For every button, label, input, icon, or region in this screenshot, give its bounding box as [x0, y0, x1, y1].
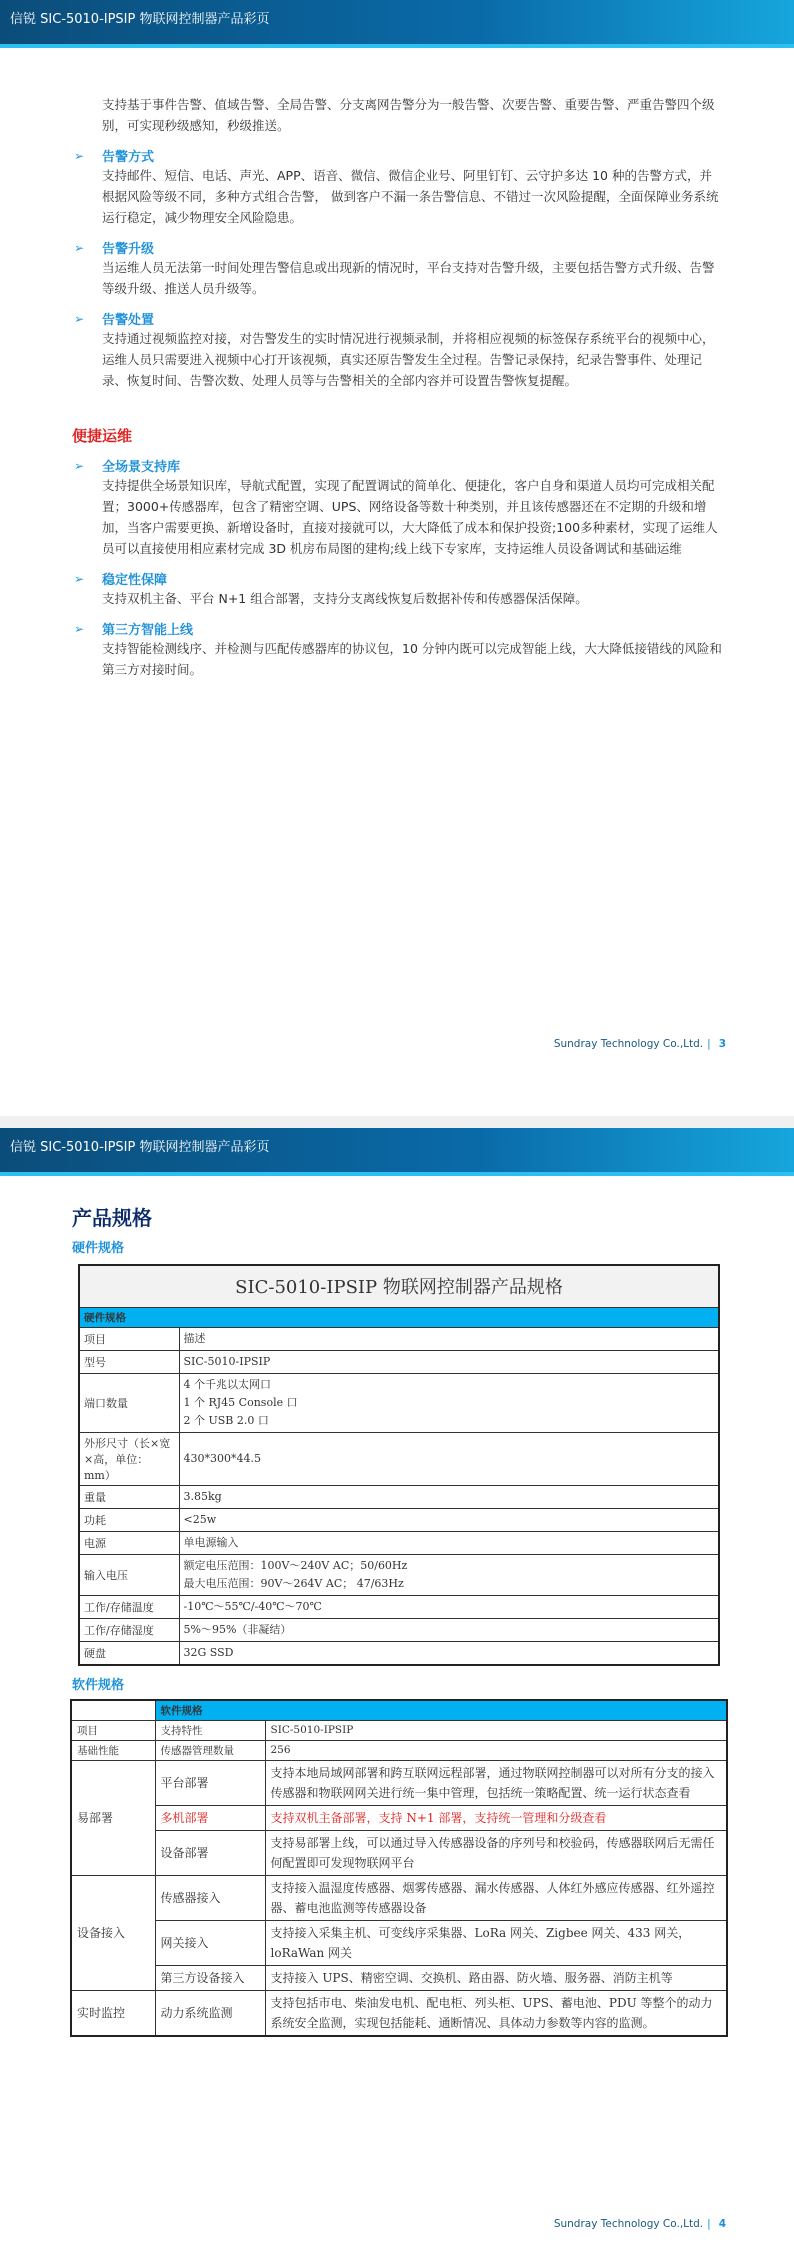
table-row — [79, 1508, 719, 1531]
hardware-spec-table — [78, 1264, 720, 1666]
table-row — [71, 1830, 727, 1875]
table-section-row — [79, 1307, 719, 1327]
page-number: 3 — [718, 1038, 726, 1050]
feature-label: 动力系统监测 — [155, 1990, 265, 2036]
header-feature: 支持特性 — [155, 1720, 265, 1740]
bullet-heading: 稳定性保障 — [102, 573, 168, 588]
spec-value — [179, 1432, 719, 1485]
arrow-bullet-icon: ➢ — [74, 571, 85, 586]
table-row — [71, 1920, 727, 1965]
bullet-heading-row — [72, 456, 722, 475]
header-item: 项目 — [71, 1720, 155, 1740]
header-model: SIC-5010-IPSIP — [265, 1720, 727, 1740]
spec-value-line: <25w — [183, 1512, 217, 1526]
spec-label: 工作/存储温度 — [79, 1595, 179, 1618]
spec-value-line: 描述 — [183, 1331, 206, 1345]
arrow-bullet-icon: ➢ — [74, 458, 85, 473]
table-row — [79, 1350, 719, 1373]
feature-label: 平台部署 — [155, 1760, 265, 1805]
bullet-heading: 第三方智能上线 — [102, 623, 194, 638]
table-row — [71, 1990, 727, 2036]
hardware-subtitle: 硬件规格 — [72, 1241, 125, 1256]
arrow-bullet-icon: ➢ — [74, 240, 85, 255]
bullet-heading-row — [72, 309, 722, 328]
arrow-bullet-icon: ➢ — [74, 311, 85, 326]
bullet-heading-row — [72, 569, 722, 588]
bullet-heading: 全场景支持库 — [102, 460, 181, 475]
hardware-table-title: SIC-5010-IPSIP 物联网控制器产品规格 — [79, 1265, 719, 1307]
category-label: 设备接入 — [71, 1875, 155, 1990]
spec-value-line: 32G SSD — [183, 1645, 234, 1659]
spec-value-line: 3.85kg — [183, 1489, 222, 1503]
hardware-section-label: 硬件规格 — [79, 1307, 719, 1327]
spec-label: 重量 — [79, 1485, 179, 1508]
spec-value — [179, 1485, 719, 1508]
bullet-paragraph: 支持邮件、短信、电话、声光、APP、语音、微信、微信企业号、阿里钉钉、云守护多达 10 种的告警方式，并根据风险等级不同，多种方式组合告警， 做到客户不漏一条告警信息、不错过一次风险提醒，全面保障业务系统运行稳定，减少物理安全风险隐患。 — [102, 168, 719, 225]
page-number: 4 — [718, 2218, 726, 2230]
feature-description: 支持包括市电、柴油发电机、配电柜、列头柜、UPS、蓄电池、PDU 等整个的动力系统安全监测，实现包括能耗、通断情况、具体动力参数等内容的监测。 — [265, 1990, 727, 2036]
feature-description: 支持本地局域网部署和跨互联网远程部署，通过物联网控制器可以对所有分支的接入传感器和物联网网关进行统一集中管理，包括统一策略配置、统一运行状态查看 — [265, 1760, 727, 1805]
bullet-paragraph: 支持提供全场景知识库，导航式配置，实现了配置调试的简单化、便捷化，客户自身和渠道人员均可完成相关配置；3000+传感器库，包含了精密空调、UPS、网络设备等数十种类别，并且该传感器还在不定期的升级和增加，当客户需要更换、新增设备时，直接对接就可以，大大降低了成本和保护投资;100多种素材，实现了运维人员可以直接使用相应素材完成 3D 机房布局图的建构;线上线下专家库，支持运维人员设备调试和基础运维 — [102, 478, 718, 556]
spec-value — [179, 1373, 719, 1432]
table-row — [79, 1618, 719, 1641]
bullet-paragraph: 支持智能检测线序、并检测与匹配传感器库的协议包，10 分钟内既可以完成智能上线，大大降低接错线的风险和第三方对接时间。 — [102, 641, 722, 677]
sensor-capacity-label: 传感器管理数量 — [155, 1740, 265, 1760]
table-row — [71, 1965, 727, 1990]
spec-value — [179, 1350, 719, 1373]
software-section-label: 软件规格 — [155, 1700, 727, 1721]
table-row — [71, 1760, 727, 1805]
spec-value — [179, 1531, 719, 1554]
arrow-bullet-icon: ➢ — [74, 621, 85, 636]
spec-value-line: 5%～95%（非凝结） — [183, 1622, 292, 1636]
bullet-paragraph: 支持通过视频监控对接，对告警发生的实时情况进行视频录制，并将相应视频的标签保存系统平台的视频中心，运维人员只需要进入视频中心打开该视频，真实还原告警发生全过程。告警记录保持，纪录告警事件、处理记录、恢复时间、告警次数、处理人员等与告警相关的全部内容并可设置告警恢复提醒。 — [102, 331, 715, 388]
bullet-heading: 告警方式 — [102, 150, 155, 165]
table-row — [79, 1554, 719, 1595]
arrow-bullet-icon: ➢ — [74, 148, 85, 163]
bullet-paragraph: 当运维人员无法第一时间处理告警信息或出现新的情况时，平台支持对告警升级，主要包括告警方式升级、告警等级升级、推送人员升级等。 — [102, 260, 715, 296]
software-subtitle: 软件规格 — [72, 1677, 125, 1693]
table-row — [79, 1327, 719, 1350]
footer-company: Sundray Technology Co.,Ltd. — [553, 2218, 704, 2230]
bullet-heading-row — [72, 238, 722, 257]
spec-value-line: -10℃～55℃/-40℃～70℃ — [183, 1599, 322, 1613]
feature-label: 设备部署 — [155, 1830, 265, 1875]
spec-label: 端口数量 — [79, 1373, 179, 1432]
spec-value — [179, 1508, 719, 1531]
spec-label: 硬盘 — [79, 1641, 179, 1665]
spec-value-line: 4 个千兆以太网口 — [183, 1377, 271, 1391]
alarm-levels-paragraph: 支持基于事件告警、值域告警、全局告警、分支离网告警分为一般告警、次要告警、重要告警、严重告警四个级别，可实现秒级感知，秒级推送。 — [102, 97, 715, 133]
table-row — [71, 1875, 727, 1920]
footer-company: Sundray Technology Co.,Ltd. — [553, 1038, 704, 1050]
spec-value — [179, 1554, 719, 1595]
feature-description: 支持接入温湿度传感器、烟雾传感器、漏水传感器、人体红外感应传感器、红外遥控器、蓄电池监测等传感器设备 — [265, 1875, 727, 1920]
sensor-capacity-value: 256 — [265, 1740, 727, 1760]
section-title-easy-ops: 便捷运维 — [72, 427, 133, 445]
spec-value-line: 单电源输入 — [183, 1535, 239, 1549]
table-row — [79, 1373, 719, 1432]
bullet-heading: 告警处置 — [102, 313, 155, 328]
page-header — [0, 0, 794, 44]
spec-value-line: 2 个 USB 2.0 口 — [183, 1413, 269, 1427]
table-row — [71, 1740, 727, 1760]
table-row — [79, 1432, 719, 1485]
spec-value-line: 最大电压范围：90V～264V AC； 47/63Hz — [183, 1576, 404, 1590]
category-label: 易部署 — [71, 1760, 155, 1875]
spec-label: 输入电压 — [79, 1554, 179, 1595]
page-3 — [0, 0, 794, 1116]
page-footer — [554, 1038, 726, 1050]
table-row — [79, 1641, 719, 1665]
spec-value — [179, 1595, 719, 1618]
feature-label: 第三方设备接入 — [155, 1965, 265, 1990]
spec-value-line: 1 个 RJ45 Console 口 — [183, 1395, 298, 1409]
table-row — [79, 1485, 719, 1508]
table-section-row — [71, 1700, 727, 1721]
spec-title: 产品规格 — [72, 1206, 152, 1230]
feature-label: 网关接入 — [155, 1920, 265, 1965]
table-row — [79, 1531, 719, 1554]
footer-separator: | — [707, 2218, 711, 2230]
spec-label: 电源 — [79, 1531, 179, 1554]
feature-description: 支持双机主备部署，支持 N+1 部署，支持统一管理和分级查看 — [265, 1805, 727, 1830]
spec-value-line: 额定电压范围：100V～240V AC；50/60Hz — [183, 1558, 408, 1572]
table-caption-row — [79, 1265, 719, 1307]
footer-separator: | — [707, 1038, 711, 1050]
spec-value-line: 430*300*44.5 — [183, 1451, 261, 1465]
bullet-heading: 告警升级 — [102, 242, 155, 257]
bullet-heading-row — [72, 619, 722, 638]
page-footer — [554, 2218, 726, 2230]
page-4 — [0, 1128, 794, 2254]
spec-label: 型号 — [79, 1350, 179, 1373]
bullet-paragraph: 支持双机主备、平台 N+1 组合部署，支持分支离线恢复后数据补传和传感器保活保障。 — [102, 591, 588, 606]
table-header-row — [71, 1720, 727, 1740]
page-gap — [0, 1116, 794, 1128]
header-title: 信锐 SIC-5010-IPSIP 物联网控制器产品彩页 — [10, 1140, 270, 1155]
feature-description: 支持接入 UPS、精密空调、交换机、路由器、防火墙、服务器、消防主机等 — [265, 1965, 727, 1990]
table-row — [79, 1595, 719, 1618]
page-3-content — [0, 48, 794, 680]
feature-label: 多机部署 — [155, 1805, 265, 1830]
spec-value — [179, 1327, 719, 1350]
page-4-content — [0, 1202, 794, 2037]
feature-description: 支持接入采集主机、可变线序采集器、LoRa 网关、Zigbee 网关、433 网关，loRaWan 网关 — [265, 1920, 727, 1965]
spec-value — [179, 1641, 719, 1665]
spec-label: 功耗 — [79, 1508, 179, 1531]
spec-label: 工作/存储湿度 — [79, 1618, 179, 1641]
feature-label: 传感器接入 — [155, 1875, 265, 1920]
software-spec-table — [70, 1699, 728, 2037]
bullet-heading-row — [72, 146, 722, 165]
page-header — [0, 1128, 794, 1172]
feature-description: 支持易部署上线，可以通过导入传感器设备的序列号和校验码，传感器联网后无需任何配置即可发现物联网平台 — [265, 1830, 727, 1875]
spec-value — [179, 1618, 719, 1641]
category-label: 实时监控 — [71, 1990, 155, 2036]
spec-label: 项目 — [79, 1327, 179, 1350]
spec-value-line: SIC-5010-IPSIP — [183, 1354, 271, 1368]
spec-label: 外形尺寸（长×宽×高，单位：mm） — [79, 1432, 179, 1485]
header-title: 信锐 SIC-5010-IPSIP 物联网控制器产品彩页 — [10, 12, 270, 27]
basic-performance-label: 基础性能 — [71, 1740, 155, 1760]
table-row — [71, 1805, 727, 1830]
header-accent-line — [0, 1172, 794, 1176]
